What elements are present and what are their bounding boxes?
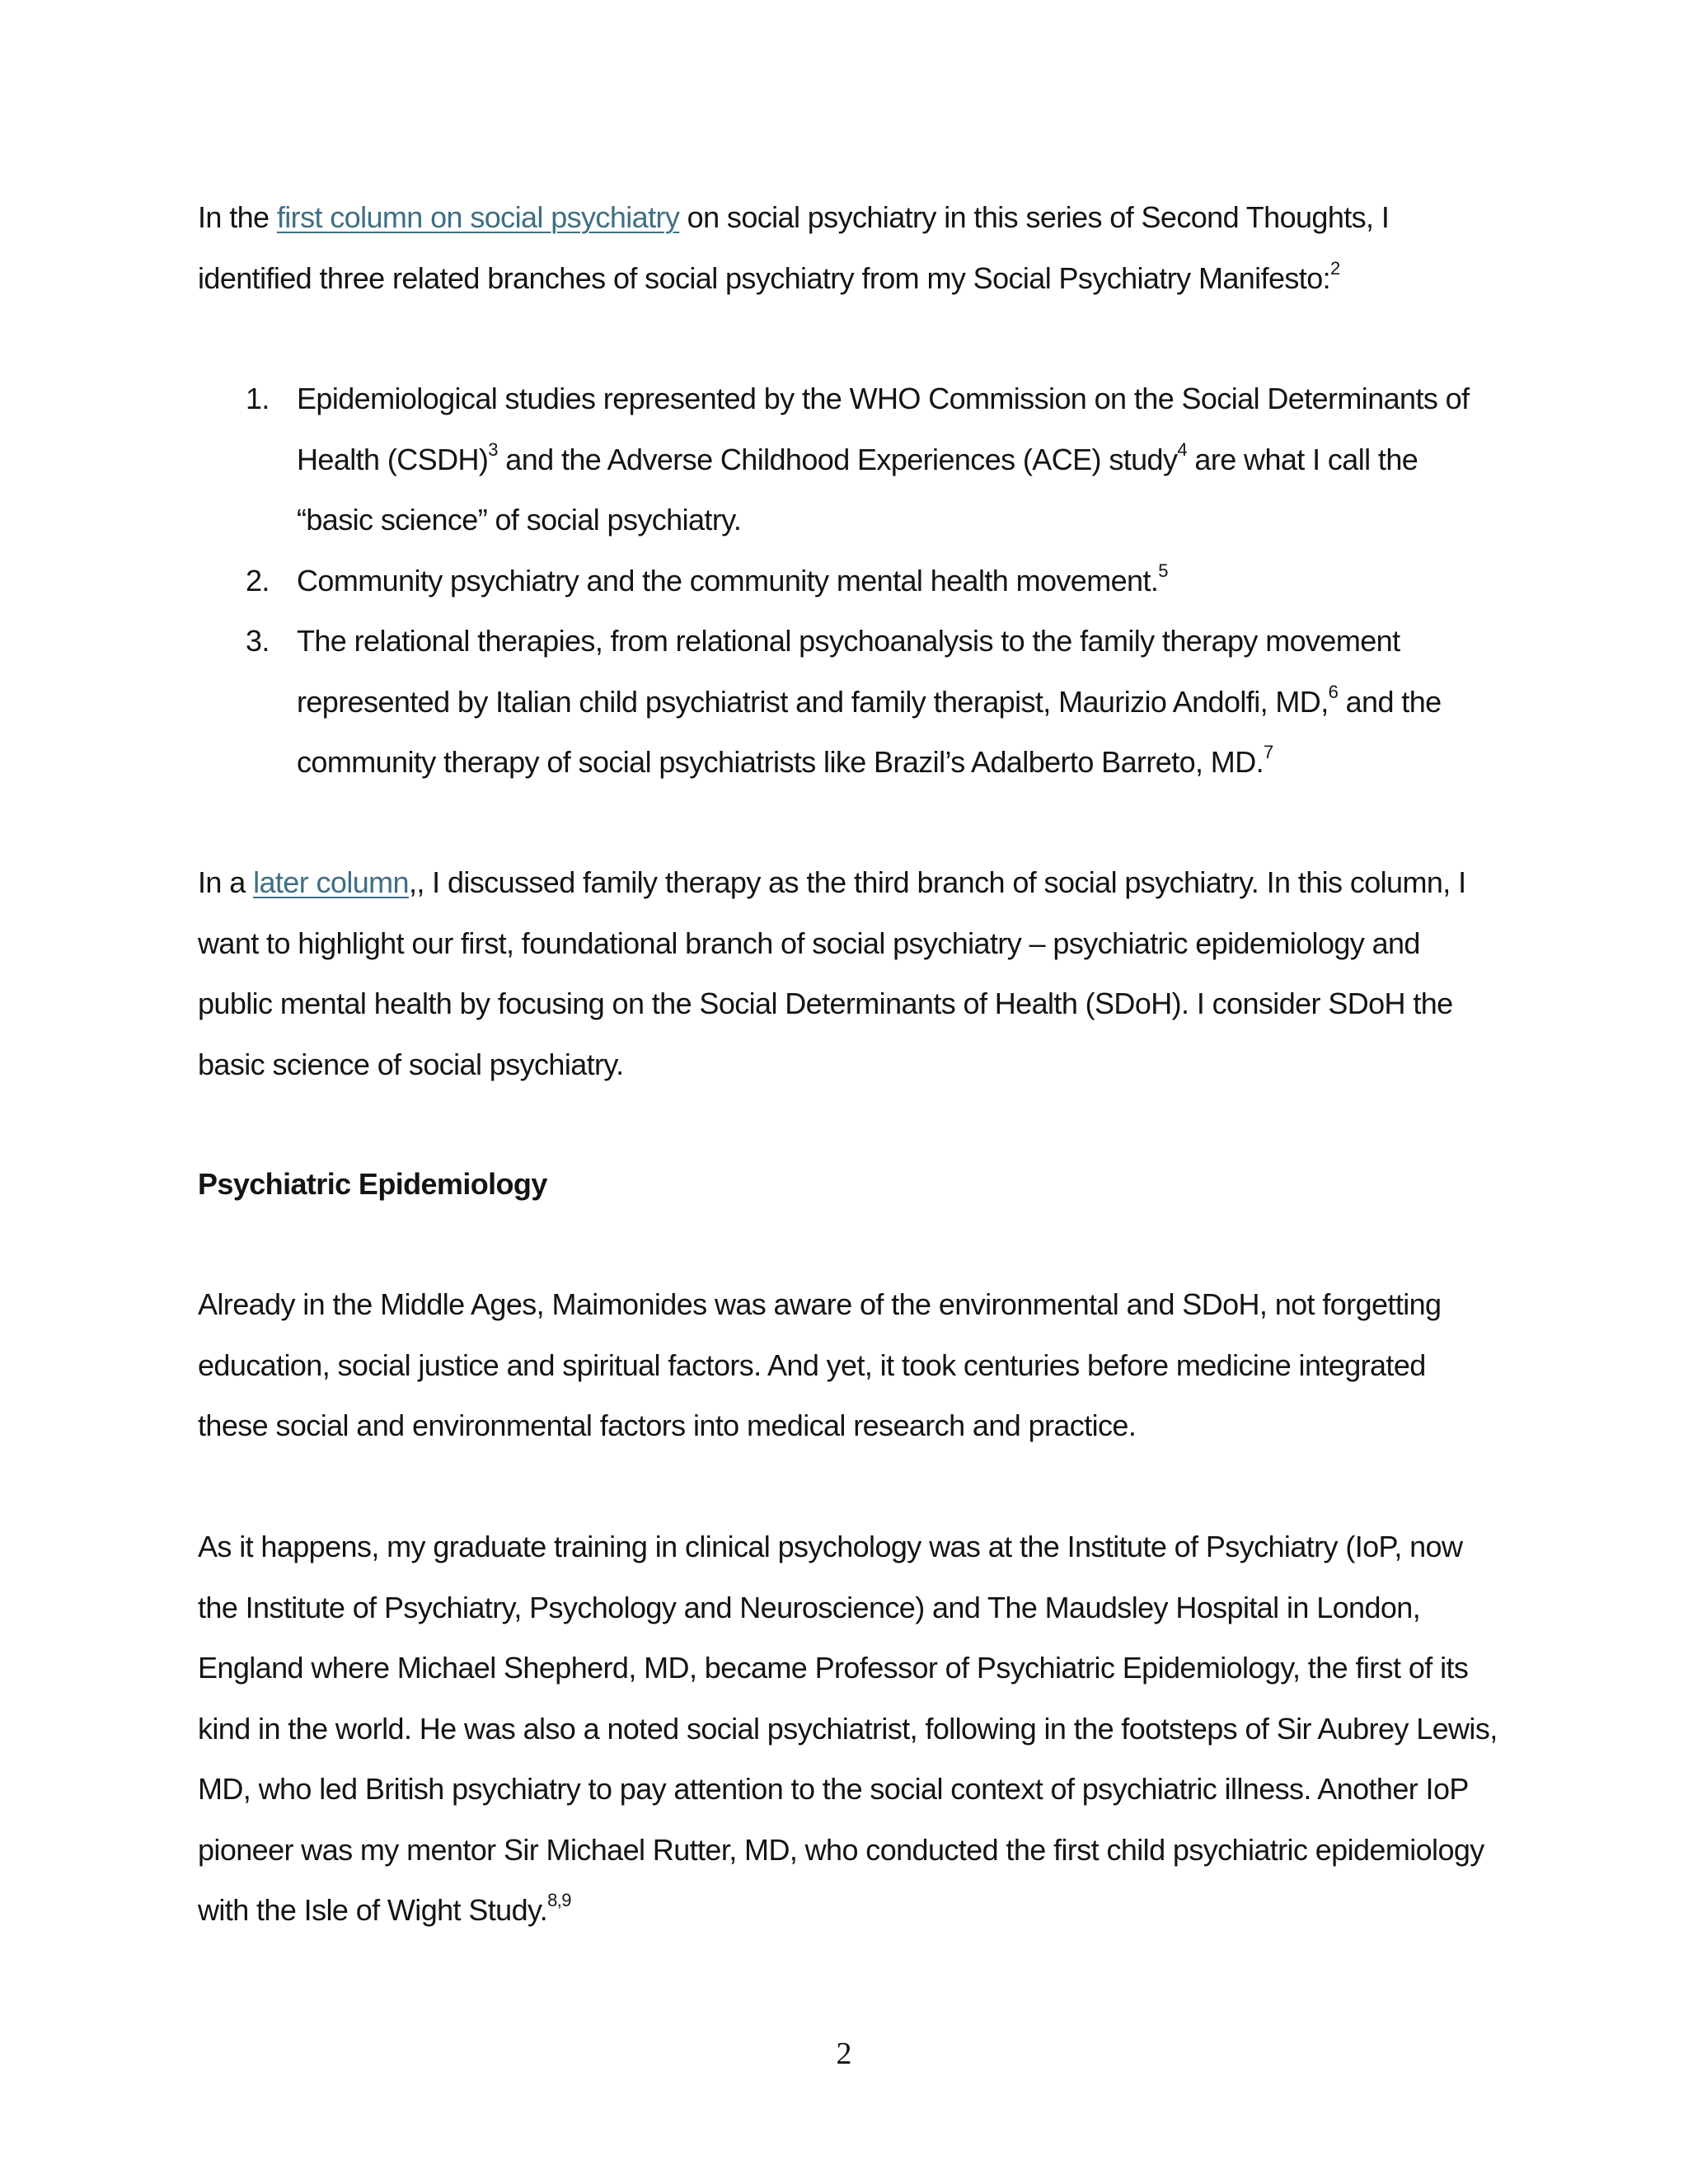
paragraph-text: As it happens, my graduate training in clinical psychology was at the Institute of Psychiatry (IoP, now the Institute of Psychiatry, Psychology and Neuroscience) and The Maudsley Hospital in London, England where Michael Shepherd, MD, became Professor of Psychiatric Epidemiology, the first of its kind in the world. He was also a noted social psychiatrist, following in the footsteps of Sir Aubrey Lewis, MD, who led British psychiatry to pay attention to the social context of psychiatric illness. Another IoP pioneer was my mentor Sir Michael Rutter, MD, who conducted the first child psychiatric epidemiology with the Isle of Wight Study.: [198, 1530, 1498, 1927]
footnote-ref: 5: [1158, 560, 1168, 581]
footnote-ref: 7: [1264, 742, 1273, 762]
footnote-ref: 4: [1177, 438, 1188, 460]
list-item: [198, 551, 1500, 612]
section-heading: Psychiatric Epidemiology: [198, 1167, 547, 1201]
list-item-text: and the community therapy of social psychiatrists like Brazil’s Adalberto Barreto, MD.: [297, 684, 1442, 779]
footnote-ref: 6: [1328, 681, 1339, 702]
maimonides-paragraph: Already in the Middle Ages, Maimonides was aware of the environmental and SDoH, not forgetting education, social justice and spiritual factors. And yet, it took centuries before medicine integrated these social and environmental factors into medical research and practice.: [198, 1287, 1442, 1442]
page-number: 2: [836, 2036, 852, 2071]
paragraph-text: ,, I discussed family therapy as the third branch of social psychiatry. In this column, I want to highlight our first, foundational branch of social psychiatry – psychiatric epidemiology and public mental health by focusing on the Social Determinants of Health (SDoH). I consider SDoH the basic science of social psychiatry.: [198, 865, 1466, 1081]
list-item: [198, 368, 1500, 551]
list-item-text: are what I call the “basic science” of social psychiatry.: [297, 442, 1418, 537]
later-column-link[interactable]: later column: [253, 865, 409, 899]
first-column-link[interactable]: first column on social psychiatry: [276, 200, 680, 234]
list-number: 2.: [246, 563, 270, 598]
list-item-text: The relational therapies, from relational psychoanalysis to the family therapy movement represented by Italian child psychiatrist and family therapist, Maurizio Andolfi, MD,: [297, 624, 1400, 719]
list-item-text: and the Adverse Childhood Experiences (ACE) study: [497, 442, 1178, 476]
list-item-text: Community psychiatry and the community mental health movement.: [297, 563, 1159, 598]
footnote-ref: 2: [1330, 257, 1340, 279]
footnote-ref: 3: [488, 438, 498, 460]
branches-list: [198, 368, 1500, 793]
list-item: [198, 611, 1500, 793]
intro-paragraph: [198, 187, 1500, 308]
iop-paragraph: [198, 1516, 1500, 1941]
intro-prefix: In the: [198, 200, 277, 234]
list-number: 1.: [246, 382, 270, 415]
footnote-ref: 8,9: [547, 1890, 571, 1910]
paragraph-prefix: In a: [198, 865, 254, 899]
intro-text: on social psychiatry in this series of Second Thoughts, I identified three related branches of social psychiatry from my Social Psychiatry Manifesto:: [198, 200, 1390, 295]
list-item-text: Epidemiological studies represented by the WHO Commission on the Social Determinants of Health (CSDH): [297, 382, 1470, 476]
list-number: 3.: [246, 624, 270, 658]
later-column-paragraph: [198, 852, 1500, 1094]
